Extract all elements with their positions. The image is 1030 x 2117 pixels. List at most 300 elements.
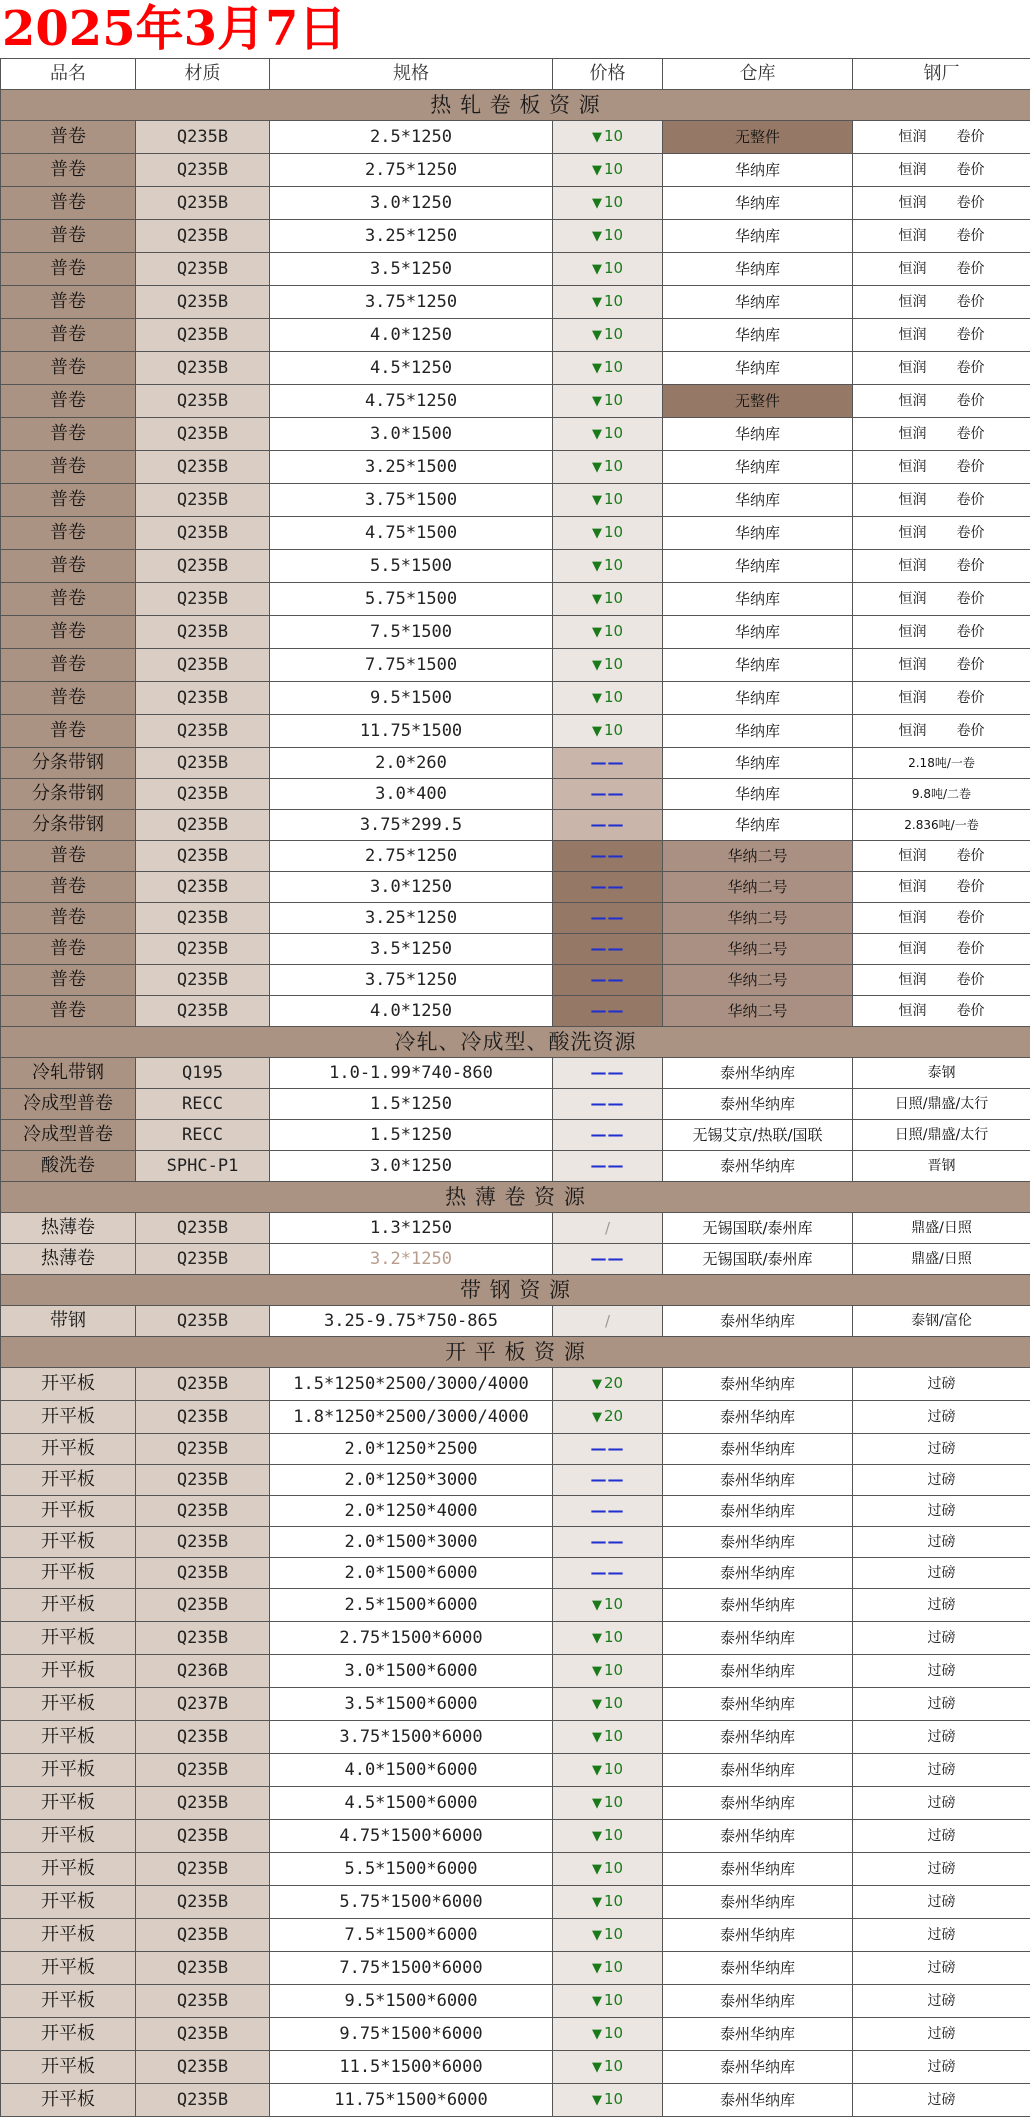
warehouse-cell: 泰州华纳库 <box>663 1655 853 1688</box>
spec-cell: 3.75*1250 <box>270 286 553 319</box>
table-row <box>1 319 1030 352</box>
mill-name: 过磅 <box>928 1630 956 1646</box>
warehouse-cell: 华纳库 <box>663 715 853 748</box>
table-row <box>1 1213 1030 1244</box>
price-down-arrow-icon: ▼ <box>592 493 602 508</box>
material-cell: Q235B <box>136 1401 270 1434</box>
mill-name: 泰钢 <box>928 1065 956 1081</box>
spec-cell: 1.3*1250 <box>270 1213 553 1244</box>
spec-cell: 7.5*1500*6000 <box>270 1919 553 1952</box>
warehouse-cell: 泰州华纳库 <box>663 1820 853 1853</box>
spec-cell: 2.5*1500*6000 <box>270 1589 553 1622</box>
product-name-cell: 普卷 <box>1 996 136 1027</box>
product-name-cell: 酸洗卷 <box>1 1151 136 1182</box>
price-change-value: 10 <box>604 391 623 409</box>
price-change-value: 10 <box>604 292 623 310</box>
warehouse-cell: 华纳库 <box>663 352 853 385</box>
mill-cell <box>853 1058 1030 1089</box>
warehouse-cell: 泰州华纳库 <box>663 1952 853 1985</box>
price-down-arrow-icon: ▼ <box>592 2060 602 2075</box>
table-row <box>1 484 1030 517</box>
product-name-cell: 普卷 <box>1 319 136 352</box>
material-cell: Q235B <box>136 872 270 903</box>
mill-name: 鼎盛/日照 <box>911 1251 972 1267</box>
spec-cell: 7.5*1500 <box>270 616 553 649</box>
price-change-value: 10 <box>604 457 623 475</box>
material-cell: Q236B <box>136 1655 270 1688</box>
table-row <box>1 1820 1030 1853</box>
table-row <box>1 220 1030 253</box>
product-name-cell: 冷轧带钢 <box>1 1058 136 1089</box>
product-name-cell: 开平板 <box>1 1655 136 1688</box>
price-change-value: 10 <box>604 1826 623 1844</box>
price-down-arrow-icon: ▼ <box>592 559 602 574</box>
spec-cell: 1.0-1.99*740-860 <box>270 1058 553 1089</box>
mill-note: 卷价 <box>957 657 985 673</box>
table-row <box>1 779 1030 810</box>
price-cell <box>553 1496 663 1527</box>
price-cell <box>553 2051 663 2084</box>
table-row <box>1 1496 1030 1527</box>
price-cell <box>553 1434 663 1465</box>
material-cell: Q235B <box>136 1622 270 1655</box>
product-name-cell: 普卷 <box>1 418 136 451</box>
material-cell: Q235B <box>136 1820 270 1853</box>
price-cell <box>553 1622 663 1655</box>
mill-name: 恒润 <box>899 393 927 409</box>
warehouse-cell: 泰州华纳库 <box>663 1558 853 1589</box>
spec-cell: 3.25*1500 <box>270 451 553 484</box>
mill-name: 晋钢 <box>928 1158 956 1174</box>
price-cell <box>553 1589 663 1622</box>
section-header-row <box>1 1182 1030 1213</box>
spec-cell: 11.75*1500*6000 <box>270 2084 553 2117</box>
mill-name: 过磅 <box>928 1565 956 1581</box>
table-row <box>1 1853 1030 1886</box>
spec-cell: 3.0*1500 <box>270 418 553 451</box>
mill-name: 泰钢/富伦 <box>911 1313 972 1329</box>
mill-name: 过磅 <box>928 1534 956 1550</box>
warehouse-cell: 无整件 <box>663 121 853 154</box>
mill-cell <box>853 1886 1030 1919</box>
material-cell: Q235B <box>136 418 270 451</box>
header-warehouse: 仓库 <box>663 59 853 90</box>
warehouse-cell: 泰州华纳库 <box>663 1151 853 1182</box>
mill-cell <box>853 187 1030 220</box>
price-down-arrow-icon: ▼ <box>592 592 602 607</box>
table-row <box>1 1688 1030 1721</box>
spec-cell: 3.75*299.5 <box>270 810 553 841</box>
material-cell: Q235B <box>136 1919 270 1952</box>
material-cell: Q235B <box>136 1886 270 1919</box>
mill-name: 过磅 <box>928 1828 956 1844</box>
mill-name: 2.836吨/一卷 <box>904 818 978 832</box>
price-down-arrow-icon: ▼ <box>592 1598 602 1613</box>
mill-cell <box>853 1527 1030 1558</box>
price-cell <box>553 253 663 286</box>
price-change-value: 10 <box>604 1760 623 1778</box>
price-cell <box>553 1754 663 1787</box>
price-cell <box>553 1368 663 1401</box>
mill-cell <box>853 649 1030 682</box>
spec-cell: 3.0*1250 <box>270 187 553 220</box>
price-cell <box>553 1089 663 1120</box>
material-cell: Q235B <box>136 1306 270 1337</box>
price-table <box>0 58 1030 2117</box>
price-cell <box>553 1120 663 1151</box>
price-down-arrow-icon: ▼ <box>592 1664 602 1679</box>
product-name-cell: 普卷 <box>1 517 136 550</box>
mill-name: 日照/鼎盛/太行 <box>895 1127 988 1143</box>
warehouse-cell: 泰州华纳库 <box>663 1434 853 1465</box>
mill-cell <box>853 715 1030 748</box>
material-cell: Q237B <box>136 1688 270 1721</box>
warehouse-cell: 泰州华纳库 <box>663 1401 853 1434</box>
mill-name: 过磅 <box>928 2059 956 2075</box>
section-title: 开 平 板 资 源 <box>1 1337 1030 1368</box>
price-change-value: 10 <box>604 1925 623 1943</box>
price-cell <box>553 187 663 220</box>
spec-cell: 7.75*1500*6000 <box>270 1952 553 1985</box>
table-row <box>1 934 1030 965</box>
spec-cell: 2.0*1250*3000 <box>270 1465 553 1496</box>
mill-name: 过磅 <box>928 1441 956 1457</box>
spec-cell: 2.0*1500*6000 <box>270 1558 553 1589</box>
mill-cell <box>853 779 1030 810</box>
price-change-value: 10 <box>604 1628 623 1646</box>
mill-name: 恒润 <box>899 360 927 376</box>
table-row <box>1 418 1030 451</box>
mill-name: 过磅 <box>928 1927 956 1943</box>
mill-cell <box>853 1853 1030 1886</box>
mill-cell <box>853 1151 1030 1182</box>
material-cell: Q235B <box>136 841 270 872</box>
price-cell <box>553 1527 663 1558</box>
mill-cell <box>853 1655 1030 1688</box>
price-change-value: 10 <box>604 424 623 442</box>
price-cell <box>553 1306 663 1337</box>
section-header-row <box>1 1275 1030 1306</box>
mill-name: 恒润 <box>899 525 927 541</box>
spec-cell: 1.5*1250 <box>270 1120 553 1151</box>
mill-note: 卷价 <box>957 426 985 442</box>
mill-cell <box>853 1089 1030 1120</box>
spec-cell: 5.75*1500*6000 <box>270 1886 553 1919</box>
table-row <box>1 1151 1030 1182</box>
material-cell: Q195 <box>136 1058 270 1089</box>
warehouse-cell: 华纳库 <box>663 418 853 451</box>
mill-note: 卷价 <box>957 261 985 277</box>
price-cell <box>553 2018 663 2051</box>
mill-name: 恒润 <box>899 941 927 957</box>
product-name-cell: 普卷 <box>1 352 136 385</box>
mill-cell <box>853 1401 1030 1434</box>
table-row <box>1 1244 1030 1275</box>
table-row <box>1 1985 1030 2018</box>
price-down-arrow-icon: ▼ <box>592 1697 602 1712</box>
product-name-cell: 开平板 <box>1 1434 136 1465</box>
table-row <box>1 1527 1030 1558</box>
product-name-cell: 普卷 <box>1 154 136 187</box>
mill-note: 卷价 <box>957 360 985 376</box>
price-dash-icon: —— <box>591 1501 625 1520</box>
product-name-cell: 开平板 <box>1 1527 136 1558</box>
mill-cell <box>853 934 1030 965</box>
warehouse-cell: 华纳库 <box>663 187 853 220</box>
material-cell: Q235B <box>136 2084 270 2117</box>
price-change-value: 20 <box>604 1374 623 1392</box>
spec-cell: 3.0*400 <box>270 779 553 810</box>
header-price: 价格 <box>553 59 663 90</box>
mill-cell <box>853 748 1030 779</box>
warehouse-cell: 泰州华纳库 <box>663 1985 853 2018</box>
spec-cell: 1.8*1250*2500/3000/4000 <box>270 1401 553 1434</box>
spec-cell: 3.5*1500*6000 <box>270 1688 553 1721</box>
material-cell: Q235B <box>136 1496 270 1527</box>
spec-cell: 1.5*1250 <box>270 1089 553 1120</box>
warehouse-cell: 无锡国联/泰州库 <box>663 1213 853 1244</box>
mill-name: 恒润 <box>899 657 927 673</box>
product-name-cell: 普卷 <box>1 715 136 748</box>
product-name-cell: 开平板 <box>1 1886 136 1919</box>
mill-name: 恒润 <box>899 848 927 864</box>
price-dash-icon: —— <box>591 1094 625 1113</box>
price-cell <box>553 1244 663 1275</box>
price-slash-icon: / <box>605 1219 610 1237</box>
mill-name: 过磅 <box>928 1861 956 1877</box>
section-header-row <box>1 90 1030 121</box>
table-row <box>1 385 1030 418</box>
spec-cell: 2.0*1250*4000 <box>270 1496 553 1527</box>
price-change-value: 10 <box>604 1694 623 1712</box>
price-cell <box>553 121 663 154</box>
material-cell: Q235B <box>136 682 270 715</box>
mill-cell <box>853 872 1030 903</box>
spec-cell: 9.75*1500*6000 <box>270 2018 553 2051</box>
warehouse-cell: 华纳库 <box>663 616 853 649</box>
price-down-arrow-icon: ▼ <box>592 1796 602 1811</box>
product-name-cell: 开平板 <box>1 1688 136 1721</box>
material-cell: Q235B <box>136 187 270 220</box>
header-name: 品名 <box>1 59 136 90</box>
price-dash-icon: —— <box>591 970 625 989</box>
mill-name: 日照/鼎盛/太行 <box>895 1096 988 1112</box>
product-name-cell: 普卷 <box>1 550 136 583</box>
warehouse-cell: 无锡国联/泰州库 <box>663 1244 853 1275</box>
product-name-cell: 开平板 <box>1 1368 136 1401</box>
mill-note: 卷价 <box>957 723 985 739</box>
header-material: 材质 <box>136 59 270 90</box>
price-dash-icon: —— <box>591 846 625 865</box>
mill-note: 卷价 <box>957 972 985 988</box>
spec-cell: 5.75*1500 <box>270 583 553 616</box>
spec-cell: 2.75*1250 <box>270 154 553 187</box>
spec-cell: 2.75*1250 <box>270 841 553 872</box>
table-row <box>1 1787 1030 1820</box>
mill-name: 过磅 <box>928 1663 956 1679</box>
price-change-value: 10 <box>604 655 623 673</box>
spec-cell: 3.75*1250 <box>270 965 553 996</box>
warehouse-cell: 华纳库 <box>663 484 853 517</box>
price-cell <box>553 934 663 965</box>
mill-name: 恒润 <box>899 690 927 706</box>
warehouse-cell: 泰州华纳库 <box>663 2051 853 2084</box>
mill-note: 卷价 <box>957 558 985 574</box>
table-row <box>1 451 1030 484</box>
section-title: 冷轧、冷成型、酸洗资源 <box>1 1027 1030 1058</box>
mill-name: 过磅 <box>928 1795 956 1811</box>
mill-name: 恒润 <box>899 558 927 574</box>
material-cell: Q235B <box>136 1527 270 1558</box>
material-cell: Q235B <box>136 121 270 154</box>
mill-cell <box>853 220 1030 253</box>
warehouse-cell: 泰州华纳库 <box>663 1919 853 1952</box>
mill-name: 过磅 <box>928 1762 956 1778</box>
material-cell: Q235B <box>136 616 270 649</box>
mill-cell <box>853 1985 1030 2018</box>
price-cell <box>553 385 663 418</box>
mill-cell <box>853 121 1030 154</box>
header-spec: 规格 <box>270 59 553 90</box>
mill-cell <box>853 616 1030 649</box>
price-cell <box>553 682 663 715</box>
price-down-arrow-icon: ▼ <box>592 1895 602 1910</box>
table-row <box>1 1919 1030 1952</box>
warehouse-cell: 泰州华纳库 <box>663 1721 853 1754</box>
price-dash-icon: —— <box>591 784 625 803</box>
material-cell: Q235B <box>136 2051 270 2084</box>
product-name-cell: 普卷 <box>1 187 136 220</box>
spec-cell: 11.5*1500*6000 <box>270 2051 553 2084</box>
mill-note: 卷价 <box>957 525 985 541</box>
material-cell: SPHC-P1 <box>136 1151 270 1182</box>
material-cell: Q235B <box>136 154 270 187</box>
product-name-cell: 开平板 <box>1 1465 136 1496</box>
price-cell <box>553 1952 663 1985</box>
table-row <box>1 649 1030 682</box>
spec-cell: 3.0*1500*6000 <box>270 1655 553 1688</box>
product-name-cell: 开平板 <box>1 1401 136 1434</box>
price-change-value: 10 <box>604 589 623 607</box>
spec-cell: 5.5*1500 <box>270 550 553 583</box>
table-row <box>1 550 1030 583</box>
material-cell: Q235B <box>136 934 270 965</box>
mill-note: 卷价 <box>957 459 985 475</box>
price-cell <box>553 1853 663 1886</box>
price-cell <box>553 810 663 841</box>
mill-note: 卷价 <box>957 393 985 409</box>
mill-cell <box>853 1434 1030 1465</box>
spec-cell: 3.0*1250 <box>270 1151 553 1182</box>
product-name-cell: 开平板 <box>1 1952 136 1985</box>
product-name-cell: 冷成型普卷 <box>1 1089 136 1120</box>
table-row <box>1 1434 1030 1465</box>
table-row <box>1 187 1030 220</box>
price-dash-icon: —— <box>591 1063 625 1082</box>
warehouse-cell: 华纳库 <box>663 253 853 286</box>
warehouse-cell: 华纳二号 <box>663 965 853 996</box>
price-down-arrow-icon: ▼ <box>592 196 602 211</box>
product-name-cell: 开平板 <box>1 2051 136 2084</box>
mill-cell <box>853 253 1030 286</box>
mill-name: 恒润 <box>899 459 927 475</box>
price-change-value: 10 <box>604 325 623 343</box>
mill-name: 恒润 <box>899 723 927 739</box>
price-down-arrow-icon: ▼ <box>592 229 602 244</box>
material-cell: Q235B <box>136 1985 270 2018</box>
price-cell <box>553 1058 663 1089</box>
warehouse-cell: 华纳二号 <box>663 996 853 1027</box>
warehouse-cell: 泰州华纳库 <box>663 1589 853 1622</box>
price-cell <box>553 649 663 682</box>
price-dash-icon: —— <box>591 1001 625 1020</box>
mill-cell <box>853 2051 1030 2084</box>
table-row <box>1 1721 1030 1754</box>
mill-cell <box>853 286 1030 319</box>
price-cell <box>553 1558 663 1589</box>
material-cell: Q235B <box>136 550 270 583</box>
warehouse-cell: 无锡艾京/热联/国联 <box>663 1120 853 1151</box>
spec-cell: 4.0*1250 <box>270 319 553 352</box>
price-down-arrow-icon: ▼ <box>592 724 602 739</box>
table-row <box>1 748 1030 779</box>
mill-cell <box>853 2084 1030 2117</box>
price-cell <box>553 1465 663 1496</box>
product-name-cell: 分条带钢 <box>1 779 136 810</box>
mill-note: 卷价 <box>957 941 985 957</box>
product-name-cell: 普卷 <box>1 121 136 154</box>
material-cell: Q235B <box>136 965 270 996</box>
table-row <box>1 1465 1030 1496</box>
mill-cell <box>853 451 1030 484</box>
mill-name: 恒润 <box>899 294 927 310</box>
warehouse-cell: 华纳二号 <box>663 903 853 934</box>
price-down-arrow-icon: ▼ <box>592 2027 602 2042</box>
mill-name: 过磅 <box>928 1993 956 2009</box>
price-down-arrow-icon: ▼ <box>592 427 602 442</box>
warehouse-cell: 华纳库 <box>663 649 853 682</box>
price-dash-icon: —— <box>591 908 625 927</box>
warehouse-cell: 华纳库 <box>663 319 853 352</box>
mill-cell <box>853 1496 1030 1527</box>
mill-name: 过磅 <box>928 1503 956 1519</box>
mill-cell <box>853 154 1030 187</box>
spec-cell: 3.75*1500*6000 <box>270 1721 553 1754</box>
price-dash-icon: —— <box>591 877 625 896</box>
price-change-value: 10 <box>604 226 623 244</box>
price-cell <box>553 1655 663 1688</box>
product-name-cell: 普卷 <box>1 934 136 965</box>
material-cell: Q235B <box>136 286 270 319</box>
product-name-cell: 普卷 <box>1 484 136 517</box>
spec-cell: 9.5*1500 <box>270 682 553 715</box>
mill-cell <box>853 2018 1030 2051</box>
warehouse-cell: 泰州华纳库 <box>663 2018 853 2051</box>
product-name-cell: 普卷 <box>1 682 136 715</box>
product-name-cell: 开平板 <box>1 1787 136 1820</box>
product-name-cell: 热薄卷 <box>1 1244 136 1275</box>
table-row <box>1 286 1030 319</box>
product-name-cell: 开平板 <box>1 1919 136 1952</box>
warehouse-cell: 华纳库 <box>663 154 853 187</box>
spec-cell: 11.75*1500 <box>270 715 553 748</box>
product-name-cell: 开平板 <box>1 1558 136 1589</box>
price-change-value: 10 <box>604 1958 623 1976</box>
product-name-cell: 普卷 <box>1 903 136 934</box>
price-cell <box>553 319 663 352</box>
price-change-value: 10 <box>604 490 623 508</box>
section-header-row <box>1 1337 1030 1368</box>
